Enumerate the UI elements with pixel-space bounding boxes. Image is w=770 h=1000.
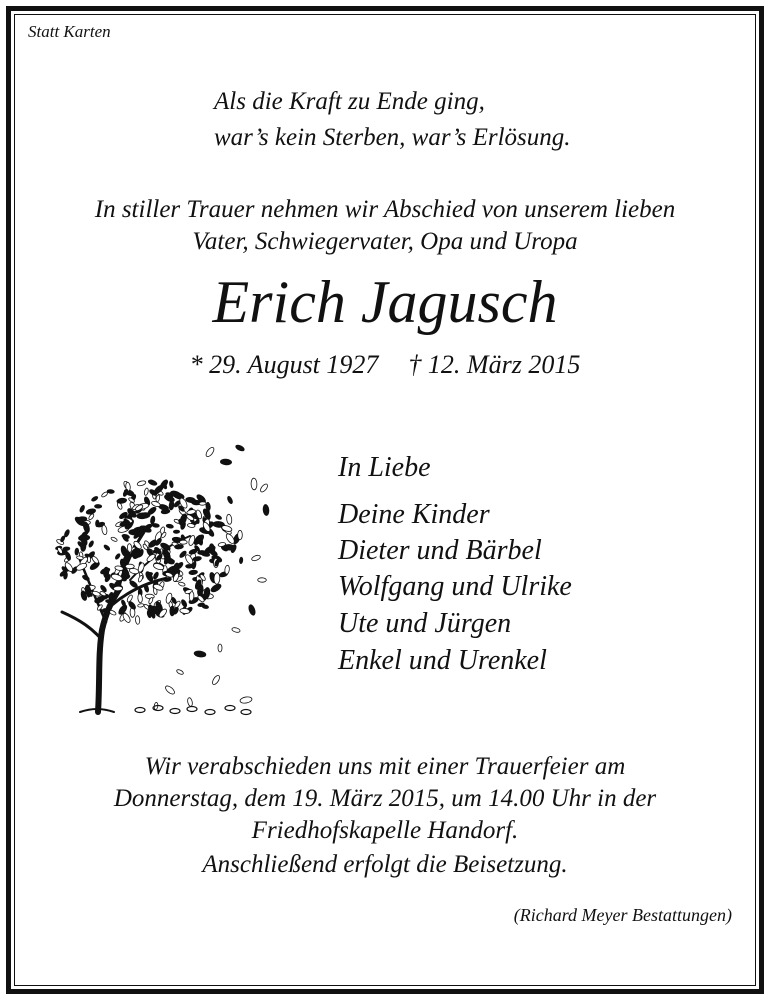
birth-date: * 29. August 1927 [189,350,379,379]
intro-line-1: In stiller Trauer nehmen wir Abschied von unserem lieben [94,196,676,223]
death-date: † 12. März 2015 [408,350,581,379]
family-line-2: Deine Kinder [338,499,490,530]
corner-note: Statt Karten [28,22,111,41]
windblown-tree-icon [40,440,280,725]
service-line-1: Wir verabschieden uns mit einer Trauerfeier am [144,753,626,780]
intro-line-2: Vater, Schwiegervater, Opa und Uropa [192,228,578,255]
family-line-3: Dieter und Bärbel [338,535,542,566]
service-line-4: Anschließend erfolgt die Beisetzung. [202,851,568,878]
deceased-name: Erich Jagusch [212,269,558,335]
verse-line-1: Als die Kraft zu Ende ging, [214,88,485,115]
service-line-2: Donnerstag, dem 19. März 2015, um 14.00 Uhr in der [113,785,657,812]
family-line-5: Ute und Jürgen [338,608,512,639]
verse-line-2: war’s kein Sterben, war’s Erlösung. [214,124,571,151]
service-line-3: Friedhofskapelle Handorf. [251,817,519,844]
life-dates [14,350,756,380]
undertaker-credit: (Richard Meyer Bestattungen) [513,905,732,925]
family-line-6: Enkel und Urenkel [338,645,547,676]
family-line-4: Wolfgang und Ulrike [338,571,572,602]
family-line-1: In Liebe [338,452,431,483]
